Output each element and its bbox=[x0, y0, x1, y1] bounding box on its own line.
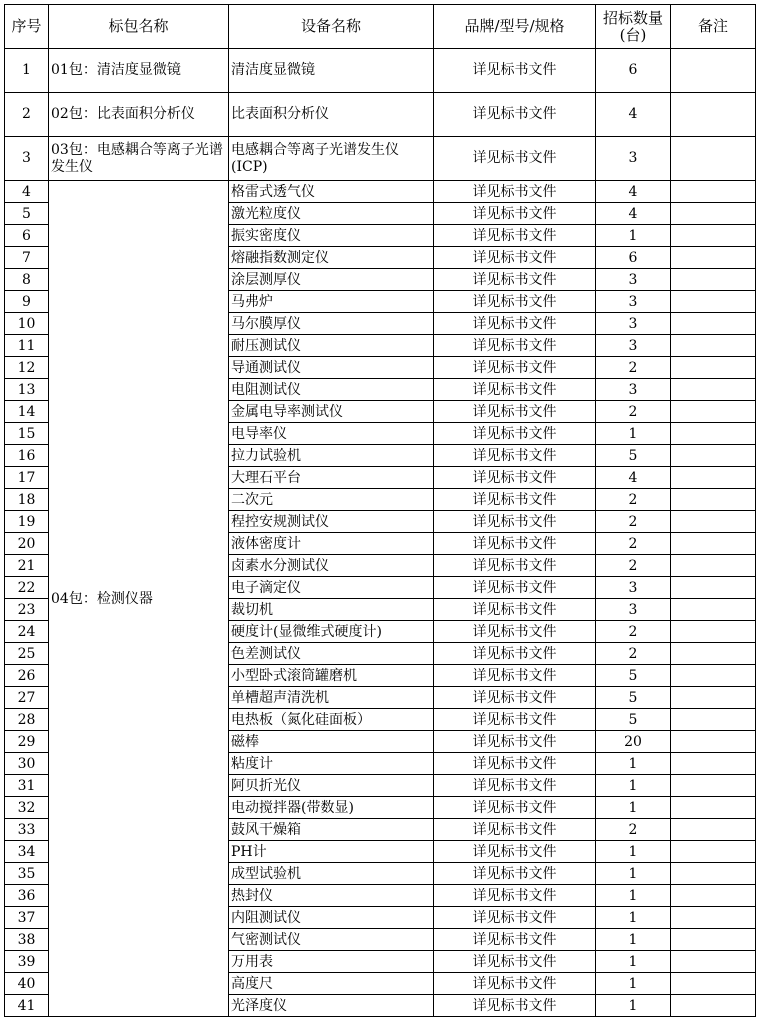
brand-cell: 详见标书文件 bbox=[434, 313, 596, 335]
qty-cell: 3 bbox=[596, 577, 671, 599]
note-cell bbox=[671, 137, 756, 181]
device-cell: 热封仪 bbox=[229, 885, 434, 907]
qty-cell: 2 bbox=[596, 819, 671, 841]
package-cell: 02包：比表面积分析仪 bbox=[49, 93, 229, 137]
note-cell bbox=[671, 731, 756, 753]
device-cell: 马尔膜厚仪 bbox=[229, 313, 434, 335]
note-cell bbox=[671, 203, 756, 225]
device-cell: 马弗炉 bbox=[229, 291, 434, 313]
note-cell bbox=[671, 577, 756, 599]
note-cell bbox=[671, 951, 756, 973]
brand-cell: 详见标书文件 bbox=[434, 841, 596, 863]
qty-cell: 1 bbox=[596, 797, 671, 819]
note-cell bbox=[671, 599, 756, 621]
bid-table bbox=[4, 4, 756, 1017]
qty-cell: 4 bbox=[596, 93, 671, 137]
note-cell bbox=[671, 313, 756, 335]
note-cell bbox=[671, 445, 756, 467]
seq-cell: 40 bbox=[5, 973, 49, 995]
device-cell: 单槽超声清洗机 bbox=[229, 687, 434, 709]
brand-cell: 详见标书文件 bbox=[434, 357, 596, 379]
qty-cell: 3 bbox=[596, 599, 671, 621]
brand-cell: 详见标书文件 bbox=[434, 225, 596, 247]
device-cell: 卤素水分测试仪 bbox=[229, 555, 434, 577]
qty-cell: 1 bbox=[596, 885, 671, 907]
device-cell: PH计 bbox=[229, 841, 434, 863]
qty-cell: 1 bbox=[596, 423, 671, 445]
brand-cell: 详见标书文件 bbox=[434, 995, 596, 1017]
header-row bbox=[5, 5, 756, 49]
brand-cell: 详见标书文件 bbox=[434, 599, 596, 621]
note-cell bbox=[671, 885, 756, 907]
seq-cell: 15 bbox=[5, 423, 49, 445]
brand-cell: 详见标书文件 bbox=[434, 247, 596, 269]
brand-cell: 详见标书文件 bbox=[434, 335, 596, 357]
note-cell bbox=[671, 819, 756, 841]
seq-cell: 31 bbox=[5, 775, 49, 797]
note-cell bbox=[671, 467, 756, 489]
device-cell: 二次元 bbox=[229, 489, 434, 511]
seq-cell: 37 bbox=[5, 907, 49, 929]
note-cell bbox=[671, 269, 756, 291]
device-cell: 液体密度计 bbox=[229, 533, 434, 555]
seq-cell: 36 bbox=[5, 885, 49, 907]
device-cell: 气密测试仪 bbox=[229, 929, 434, 951]
note-cell bbox=[671, 775, 756, 797]
qty-cell: 4 bbox=[596, 467, 671, 489]
brand-cell: 详见标书文件 bbox=[434, 753, 596, 775]
brand-cell: 详见标书文件 bbox=[434, 511, 596, 533]
device-cell: 成型试验机 bbox=[229, 863, 434, 885]
seq-cell: 13 bbox=[5, 379, 49, 401]
header-seq: 序号 bbox=[5, 5, 49, 49]
brand-cell: 详见标书文件 bbox=[434, 49, 596, 93]
brand-cell: 详见标书文件 bbox=[434, 687, 596, 709]
seq-cell: 25 bbox=[5, 643, 49, 665]
package-cell: 03包：电感耦合等离子光谱发生仪 bbox=[49, 137, 229, 181]
brand-cell: 详见标书文件 bbox=[434, 181, 596, 203]
seq-cell: 16 bbox=[5, 445, 49, 467]
note-cell bbox=[671, 841, 756, 863]
seq-cell: 28 bbox=[5, 709, 49, 731]
seq-cell: 32 bbox=[5, 797, 49, 819]
brand-cell: 详见标书文件 bbox=[434, 775, 596, 797]
brand-cell: 详见标书文件 bbox=[434, 819, 596, 841]
table-row bbox=[5, 181, 756, 203]
note-cell bbox=[671, 291, 756, 313]
header-device: 设备名称 bbox=[229, 5, 434, 49]
qty-cell: 3 bbox=[596, 379, 671, 401]
qty-cell: 2 bbox=[596, 357, 671, 379]
note-cell bbox=[671, 225, 756, 247]
note-cell bbox=[671, 643, 756, 665]
table-row bbox=[5, 93, 756, 137]
note-cell bbox=[671, 555, 756, 577]
device-cell: 熔融指数测定仪 bbox=[229, 247, 434, 269]
qty-cell: 6 bbox=[596, 49, 671, 93]
note-cell bbox=[671, 489, 756, 511]
qty-cell: 1 bbox=[596, 863, 671, 885]
brand-cell: 详见标书文件 bbox=[434, 137, 596, 181]
header-note: 备注 bbox=[671, 5, 756, 49]
package-cell: 01包：清洁度显微镜 bbox=[49, 49, 229, 93]
seq-cell: 35 bbox=[5, 863, 49, 885]
device-cell: 比表面积分析仪 bbox=[229, 93, 434, 137]
seq-cell: 21 bbox=[5, 555, 49, 577]
note-cell bbox=[671, 533, 756, 555]
device-cell: 硬度计(显微维式硬度计) bbox=[229, 621, 434, 643]
qty-cell: 1 bbox=[596, 929, 671, 951]
brand-cell: 详见标书文件 bbox=[434, 665, 596, 687]
qty-cell: 3 bbox=[596, 313, 671, 335]
brand-cell: 详见标书文件 bbox=[434, 709, 596, 731]
note-cell bbox=[671, 49, 756, 93]
note-cell bbox=[671, 181, 756, 203]
device-cell: 金属电导率测试仪 bbox=[229, 401, 434, 423]
qty-cell: 5 bbox=[596, 445, 671, 467]
seq-cell: 41 bbox=[5, 995, 49, 1017]
seq-cell: 6 bbox=[5, 225, 49, 247]
qty-cell: 1 bbox=[596, 995, 671, 1017]
header-brand: 品牌/型号/规格 bbox=[434, 5, 596, 49]
device-cell: 电感耦合等离子光谱发生仪(ICP) bbox=[229, 137, 434, 181]
device-cell: 耐压测试仪 bbox=[229, 335, 434, 357]
brand-cell: 详见标书文件 bbox=[434, 621, 596, 643]
device-cell: 振实密度仪 bbox=[229, 225, 434, 247]
note-cell bbox=[671, 929, 756, 951]
device-cell: 磁棒 bbox=[229, 731, 434, 753]
note-cell bbox=[671, 247, 756, 269]
brand-cell: 详见标书文件 bbox=[434, 885, 596, 907]
device-cell: 格雷式透气仪 bbox=[229, 181, 434, 203]
brand-cell: 详见标书文件 bbox=[434, 291, 596, 313]
note-cell bbox=[671, 423, 756, 445]
device-cell: 光泽度仪 bbox=[229, 995, 434, 1017]
seq-cell: 3 bbox=[5, 137, 49, 181]
seq-cell: 33 bbox=[5, 819, 49, 841]
seq-cell: 12 bbox=[5, 357, 49, 379]
device-cell: 裁切机 bbox=[229, 599, 434, 621]
note-cell bbox=[671, 973, 756, 995]
qty-cell: 4 bbox=[596, 203, 671, 225]
qty-cell: 1 bbox=[596, 841, 671, 863]
qty-cell: 20 bbox=[596, 731, 671, 753]
qty-cell: 3 bbox=[596, 291, 671, 313]
qty-cell: 2 bbox=[596, 533, 671, 555]
qty-cell: 2 bbox=[596, 401, 671, 423]
device-cell: 激光粒度仪 bbox=[229, 203, 434, 225]
note-cell bbox=[671, 753, 756, 775]
seq-cell: 2 bbox=[5, 93, 49, 137]
seq-cell: 1 bbox=[5, 49, 49, 93]
device-cell: 大理石平台 bbox=[229, 467, 434, 489]
seq-cell: 26 bbox=[5, 665, 49, 687]
device-cell: 鼓风干燥箱 bbox=[229, 819, 434, 841]
device-cell: 小型卧式滚筒罐磨机 bbox=[229, 665, 434, 687]
seq-cell: 23 bbox=[5, 599, 49, 621]
brand-cell: 详见标书文件 bbox=[434, 951, 596, 973]
brand-cell: 详见标书文件 bbox=[434, 929, 596, 951]
note-cell bbox=[671, 665, 756, 687]
brand-cell: 详见标书文件 bbox=[434, 379, 596, 401]
seq-cell: 29 bbox=[5, 731, 49, 753]
qty-cell: 2 bbox=[596, 621, 671, 643]
qty-cell: 2 bbox=[596, 643, 671, 665]
seq-cell: 22 bbox=[5, 577, 49, 599]
note-cell bbox=[671, 621, 756, 643]
seq-cell: 19 bbox=[5, 511, 49, 533]
table-row bbox=[5, 137, 756, 181]
device-cell: 电热板（氮化硅面板） bbox=[229, 709, 434, 731]
brand-cell: 详见标书文件 bbox=[434, 533, 596, 555]
seq-cell: 18 bbox=[5, 489, 49, 511]
note-cell bbox=[671, 907, 756, 929]
note-cell bbox=[671, 797, 756, 819]
qty-cell: 1 bbox=[596, 775, 671, 797]
seq-cell: 14 bbox=[5, 401, 49, 423]
seq-cell: 5 bbox=[5, 203, 49, 225]
qty-cell: 4 bbox=[596, 181, 671, 203]
seq-cell: 10 bbox=[5, 313, 49, 335]
seq-cell: 24 bbox=[5, 621, 49, 643]
qty-cell: 1 bbox=[596, 973, 671, 995]
qty-cell: 1 bbox=[596, 907, 671, 929]
qty-cell: 1 bbox=[596, 225, 671, 247]
brand-cell: 详见标书文件 bbox=[434, 643, 596, 665]
brand-cell: 详见标书文件 bbox=[434, 423, 596, 445]
brand-cell: 详见标书文件 bbox=[434, 467, 596, 489]
brand-cell: 详见标书文件 bbox=[434, 973, 596, 995]
brand-cell: 详见标书文件 bbox=[434, 731, 596, 753]
brand-cell: 详见标书文件 bbox=[434, 863, 596, 885]
device-cell: 万用表 bbox=[229, 951, 434, 973]
qty-cell: 5 bbox=[596, 709, 671, 731]
note-cell bbox=[671, 687, 756, 709]
seq-cell: 38 bbox=[5, 929, 49, 951]
qty-cell: 1 bbox=[596, 753, 671, 775]
note-cell bbox=[671, 335, 756, 357]
header-package: 标包名称 bbox=[49, 5, 229, 49]
seq-cell: 27 bbox=[5, 687, 49, 709]
seq-cell: 8 bbox=[5, 269, 49, 291]
device-cell: 色差测试仪 bbox=[229, 643, 434, 665]
device-cell: 清洁度显微镜 bbox=[229, 49, 434, 93]
note-cell bbox=[671, 511, 756, 533]
brand-cell: 详见标书文件 bbox=[434, 907, 596, 929]
device-cell: 内阻测试仪 bbox=[229, 907, 434, 929]
qty-cell: 2 bbox=[596, 511, 671, 533]
table-row bbox=[5, 49, 756, 93]
device-cell: 电动搅拌器(带数显) bbox=[229, 797, 434, 819]
device-cell: 阿贝折光仪 bbox=[229, 775, 434, 797]
seq-cell: 11 bbox=[5, 335, 49, 357]
device-cell: 电阻测试仪 bbox=[229, 379, 434, 401]
device-cell: 程控安规测试仪 bbox=[229, 511, 434, 533]
seq-cell: 39 bbox=[5, 951, 49, 973]
qty-cell: 2 bbox=[596, 555, 671, 577]
brand-cell: 详见标书文件 bbox=[434, 269, 596, 291]
seq-cell: 4 bbox=[5, 181, 49, 203]
note-cell bbox=[671, 379, 756, 401]
note-cell bbox=[671, 863, 756, 885]
qty-cell: 5 bbox=[596, 665, 671, 687]
device-cell: 导通测试仪 bbox=[229, 357, 434, 379]
note-cell bbox=[671, 709, 756, 731]
device-cell: 电子滴定仪 bbox=[229, 577, 434, 599]
device-cell: 拉力试验机 bbox=[229, 445, 434, 467]
qty-cell: 5 bbox=[596, 687, 671, 709]
qty-cell: 3 bbox=[596, 269, 671, 291]
device-cell: 粘度计 bbox=[229, 753, 434, 775]
seq-cell: 34 bbox=[5, 841, 49, 863]
header-qty: 招标数量(台) bbox=[596, 5, 671, 49]
brand-cell: 详见标书文件 bbox=[434, 445, 596, 467]
note-cell bbox=[671, 995, 756, 1017]
note-cell bbox=[671, 93, 756, 137]
seq-cell: 20 bbox=[5, 533, 49, 555]
brand-cell: 详见标书文件 bbox=[434, 401, 596, 423]
package-cell: 04包：检测仪器 bbox=[49, 181, 229, 1017]
brand-cell: 详见标书文件 bbox=[434, 203, 596, 225]
brand-cell: 详见标书文件 bbox=[434, 555, 596, 577]
qty-cell: 2 bbox=[596, 489, 671, 511]
qty-cell: 3 bbox=[596, 137, 671, 181]
seq-cell: 9 bbox=[5, 291, 49, 313]
note-cell bbox=[671, 357, 756, 379]
seq-cell: 7 bbox=[5, 247, 49, 269]
device-cell: 高度尺 bbox=[229, 973, 434, 995]
brand-cell: 详见标书文件 bbox=[434, 577, 596, 599]
note-cell bbox=[671, 401, 756, 423]
brand-cell: 详见标书文件 bbox=[434, 797, 596, 819]
qty-cell: 3 bbox=[596, 335, 671, 357]
brand-cell: 详见标书文件 bbox=[434, 489, 596, 511]
seq-cell: 30 bbox=[5, 753, 49, 775]
device-cell: 涂层测厚仪 bbox=[229, 269, 434, 291]
brand-cell: 详见标书文件 bbox=[434, 93, 596, 137]
device-cell: 电导率仪 bbox=[229, 423, 434, 445]
seq-cell: 17 bbox=[5, 467, 49, 489]
qty-cell: 6 bbox=[596, 247, 671, 269]
qty-cell: 1 bbox=[596, 951, 671, 973]
